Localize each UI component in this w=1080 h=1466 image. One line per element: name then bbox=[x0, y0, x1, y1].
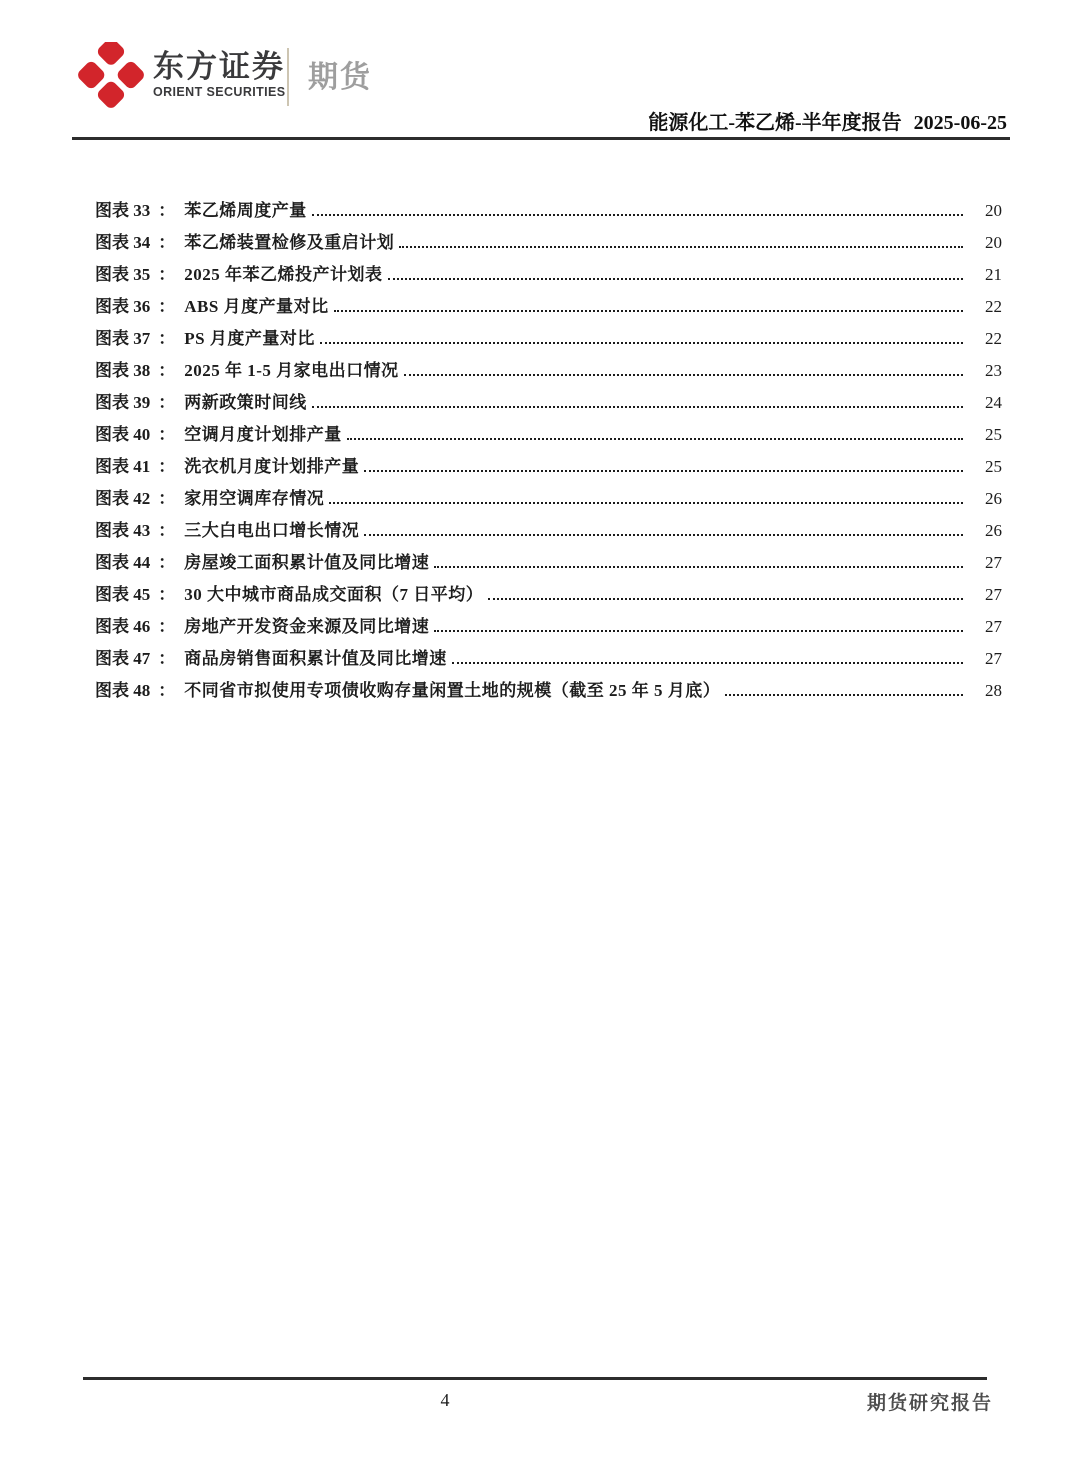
report-date: 2025-06-25 bbox=[913, 112, 1007, 134]
toc-entry-item: 图表 38 bbox=[95, 361, 151, 380]
toc-entry[interactable] bbox=[95, 196, 1002, 228]
toc-colon: ： bbox=[158, 521, 176, 540]
toc-entry-page: 22 bbox=[985, 329, 1002, 348]
toc-entry-page: 26 bbox=[985, 489, 1002, 508]
toc-leader-dots bbox=[312, 209, 963, 216]
toc-colon: ： bbox=[158, 617, 176, 636]
toc-leader-dots bbox=[347, 433, 963, 440]
list-of-figures bbox=[95, 196, 1002, 708]
header-divider bbox=[72, 137, 1010, 140]
toc-entry-page: 27 bbox=[985, 553, 1002, 572]
toc-colon: ： bbox=[158, 233, 176, 252]
toc-entry-page: 20 bbox=[985, 201, 1002, 220]
toc-leader-dots bbox=[334, 305, 963, 312]
toc-entry-item: 图表 47 bbox=[95, 649, 151, 668]
brand-block bbox=[78, 42, 286, 108]
toc-entry-item: 图表 45 bbox=[95, 585, 151, 604]
toc-entry[interactable] bbox=[95, 228, 1002, 260]
toc-entry-title: 三大白电出口增长情况 bbox=[184, 521, 360, 540]
toc-entry[interactable] bbox=[95, 420, 1002, 452]
toc-entry-page: 25 bbox=[985, 425, 1002, 444]
toc-leader-dots bbox=[404, 369, 963, 376]
toc-leader-dots bbox=[312, 401, 963, 408]
toc-colon: ： bbox=[158, 649, 176, 668]
toc-entry-item: 图表 33 bbox=[95, 201, 151, 220]
toc-entry-item: 图表 39 bbox=[95, 393, 151, 412]
toc-colon: ： bbox=[158, 265, 176, 284]
toc-colon: ： bbox=[158, 457, 176, 476]
toc-entry-title: 不同省市拟使用专项债收购存量闲置土地的规模（截至 25 年 5 月底） bbox=[184, 681, 721, 700]
toc-entry-item: 图表 40 bbox=[95, 425, 151, 444]
toc-entry-page: 20 bbox=[985, 233, 1002, 252]
toc-entry-item: 图表 42 bbox=[95, 489, 151, 508]
brand-name-cn: 东方证券 bbox=[153, 48, 285, 84]
toc-colon: ： bbox=[158, 201, 176, 220]
toc-entry[interactable] bbox=[95, 356, 1002, 388]
toc-entry-title: 30 大中城市商品成交面积（7 日平均） bbox=[184, 585, 484, 604]
toc-entry-item: 图表 37 bbox=[95, 329, 151, 348]
toc-entry-title: 两新政策时间线 bbox=[184, 393, 307, 412]
brand-division-label: 期货 bbox=[308, 61, 372, 94]
toc-entry-title: 2025 年 1-5 月家电出口情况 bbox=[184, 361, 399, 380]
toc-colon: ： bbox=[158, 489, 176, 508]
toc-entry-page: 28 bbox=[985, 681, 1002, 700]
toc-entry-page: 21 bbox=[985, 265, 1002, 284]
brand-name-en: ORIENT SECURITIES bbox=[153, 85, 286, 100]
toc-colon: ： bbox=[158, 361, 176, 380]
toc-leader-dots bbox=[725, 689, 963, 696]
toc-entry-title: 苯乙烯周度产量 bbox=[184, 201, 307, 220]
brand-text bbox=[153, 48, 286, 100]
toc-colon: ： bbox=[158, 329, 176, 348]
toc-entry-title: 苯乙烯装置检修及重启计划 bbox=[184, 233, 395, 252]
toc-colon: ： bbox=[158, 681, 176, 700]
toc-entry-title: PS 月度产量对比 bbox=[184, 329, 315, 348]
toc-entry[interactable] bbox=[95, 516, 1002, 548]
toc-entry-page: 27 bbox=[985, 649, 1002, 668]
toc-entry-item: 图表 46 bbox=[95, 617, 151, 636]
report-title: 能源化工-苯乙烯-半年度报告 bbox=[648, 112, 902, 134]
toc-leader-dots bbox=[434, 561, 963, 568]
header-title-wrap bbox=[648, 106, 1007, 135]
toc-leader-dots bbox=[320, 337, 963, 344]
toc-entry[interactable] bbox=[95, 676, 1002, 708]
toc-leader-dots bbox=[364, 529, 963, 536]
toc-entry-title: 商品房销售面积累计值及同比增速 bbox=[184, 649, 447, 668]
toc-entry-page: 27 bbox=[985, 585, 1002, 604]
toc-entry-title: 空调月度计划排产量 bbox=[184, 425, 342, 444]
toc-entry[interactable] bbox=[95, 580, 1002, 612]
toc-entry[interactable] bbox=[95, 452, 1002, 484]
toc-entry-item: 图表 35 bbox=[95, 265, 151, 284]
toc-entry-page: 25 bbox=[985, 457, 1002, 476]
toc-entry[interactable] bbox=[95, 260, 1002, 292]
toc-entry[interactable] bbox=[95, 548, 1002, 580]
toc-leader-dots bbox=[329, 497, 963, 504]
toc-entry-title: 房屋竣工面积累计值及同比增速 bbox=[184, 553, 430, 572]
toc-entry[interactable] bbox=[95, 388, 1002, 420]
toc-entry[interactable] bbox=[95, 644, 1002, 676]
toc-leader-dots bbox=[434, 625, 963, 632]
toc-leader-dots bbox=[388, 273, 964, 280]
toc-colon: ： bbox=[158, 585, 176, 604]
brand-divider bbox=[287, 48, 289, 106]
footer-divider bbox=[83, 1377, 987, 1380]
toc-leader-dots bbox=[488, 593, 963, 600]
toc-entry-item: 图表 43 bbox=[95, 521, 151, 540]
toc-entry[interactable] bbox=[95, 292, 1002, 324]
toc-entry[interactable] bbox=[95, 612, 1002, 644]
toc-entry-item: 图表 48 bbox=[95, 681, 151, 700]
toc-colon: ： bbox=[158, 297, 176, 316]
toc-entry-title: 洗衣机月度计划排产量 bbox=[184, 457, 360, 476]
toc-colon: ： bbox=[158, 553, 176, 572]
toc-entry-title: 家用空调库存情况 bbox=[184, 489, 325, 508]
toc-entry-page: 23 bbox=[985, 361, 1002, 380]
page-number: 4 bbox=[440, 1390, 450, 1410]
toc-entry[interactable] bbox=[95, 324, 1002, 356]
toc-leader-dots bbox=[364, 465, 963, 472]
toc-entry-title: 房地产开发资金来源及同比增速 bbox=[184, 617, 430, 636]
toc-colon: ： bbox=[158, 393, 176, 412]
toc-entry-page: 22 bbox=[985, 297, 1002, 316]
toc-entry-page: 26 bbox=[985, 521, 1002, 540]
toc-entry[interactable] bbox=[95, 484, 1002, 516]
footer-report-type: 期货研究报告 bbox=[866, 1393, 993, 1414]
toc-entry-item: 图表 34 bbox=[95, 233, 151, 252]
toc-entry-title: 2025 年苯乙烯投产计划表 bbox=[184, 265, 383, 284]
toc-colon: ： bbox=[158, 425, 176, 444]
toc-leader-dots bbox=[452, 657, 963, 664]
toc-entry-page: 24 bbox=[985, 393, 1002, 412]
toc-entry-item: 图表 41 bbox=[95, 457, 151, 476]
toc-entry-item: 图表 36 bbox=[95, 297, 151, 316]
orient-securities-logo-icon bbox=[78, 42, 144, 108]
toc-entry-item: 图表 44 bbox=[95, 553, 151, 572]
toc-entry-title: ABS 月度产量对比 bbox=[184, 297, 329, 316]
toc-entry-page: 27 bbox=[985, 617, 1002, 636]
toc-leader-dots bbox=[399, 241, 963, 248]
